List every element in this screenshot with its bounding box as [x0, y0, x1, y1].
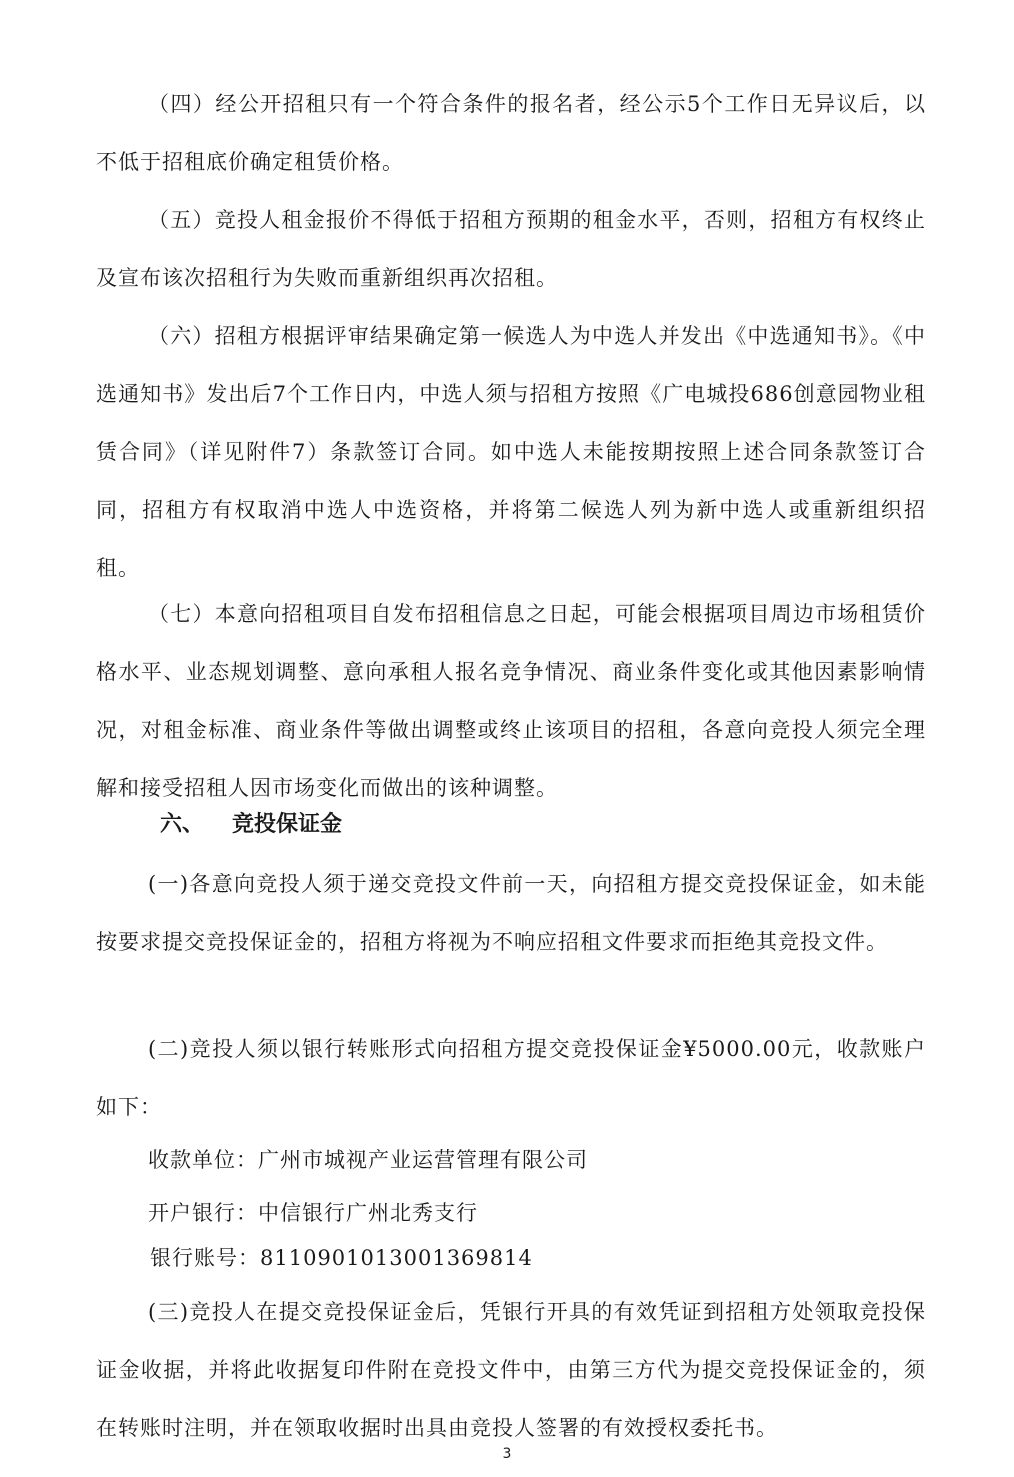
deposit-clause-2: (二)竞投人须以银行转账形式向招租方提交竞投保证金¥5000.00元，收款账户如下：: [96, 1037, 926, 1119]
paragraph-item-5: （五）竞投人租金报价不得低于招租方预期的租金水平，否则，招租方有权终止及宣布该次招租行为失败而重新组织再次招租。: [96, 208, 926, 290]
paragraph-item-4: （四）经公开招租只有一个符合条件的报名者，经公示5个工作日无异议后，以不低于招租底价确定租赁价格。: [96, 92, 926, 174]
section-title: 竞投保证金: [232, 812, 343, 837]
paragraph-item-7: （七）本意向招租项目自发布招租信息之日起，可能会根据项目周边市场租赁价格水平、业态规划调整、意向承租人报名竞争情况、商业条件变化或其他因素影响情况，对租金标准、商业条件等做出调整或终止该项目的招租，各意向竞投人须完全理解和接受招租人因市场变化而做出的该种调整。: [96, 602, 926, 800]
deposit-clause-1: (一)各意向竞投人须于递交竞投文件前一天，向招租方提交竞投保证金，如未能按要求提交竞投保证金的，招租方将视为不响应招租文件要求而拒绝其竞投文件。: [96, 872, 926, 954]
account-line: 银行账号：8110901013001369814: [150, 1246, 533, 1270]
deposit-clause-3: (三)竞投人在提交竞投保证金后，凭银行开具的有效凭证到招租方处领取竞投保证金收据，并将此收据复印件附在竞投文件中，由第三方代为提交竞投保证金的，须在转账时注明，并在领取收据时出具由竞投人签署的有效授权委托书。: [96, 1300, 926, 1440]
payee-line: 收款单位：广州市城视产业运营管理有限公司: [148, 1148, 588, 1172]
section-heading-deposit: [160, 800, 342, 850]
bank-line: 开户银行：中信银行广州北秀支行: [148, 1201, 478, 1225]
section-number: 六、: [160, 812, 205, 837]
page-number: 3: [502, 1446, 512, 1462]
paragraph-item-6: （六）招租方根据评审结果确定第一候选人为中选人并发出《中选通知书》。《中选通知书》发出后7个工作日内，中选人须与招租方按照《广电城投686创意园物业租赁合同》（详见附件7）条款签订合同。如中选人未能按期按照上述合同条款签订合同，招租方有权取消中选人中选资格，并将第二候选人列为新中选人或重新组织招租。: [96, 324, 926, 580]
